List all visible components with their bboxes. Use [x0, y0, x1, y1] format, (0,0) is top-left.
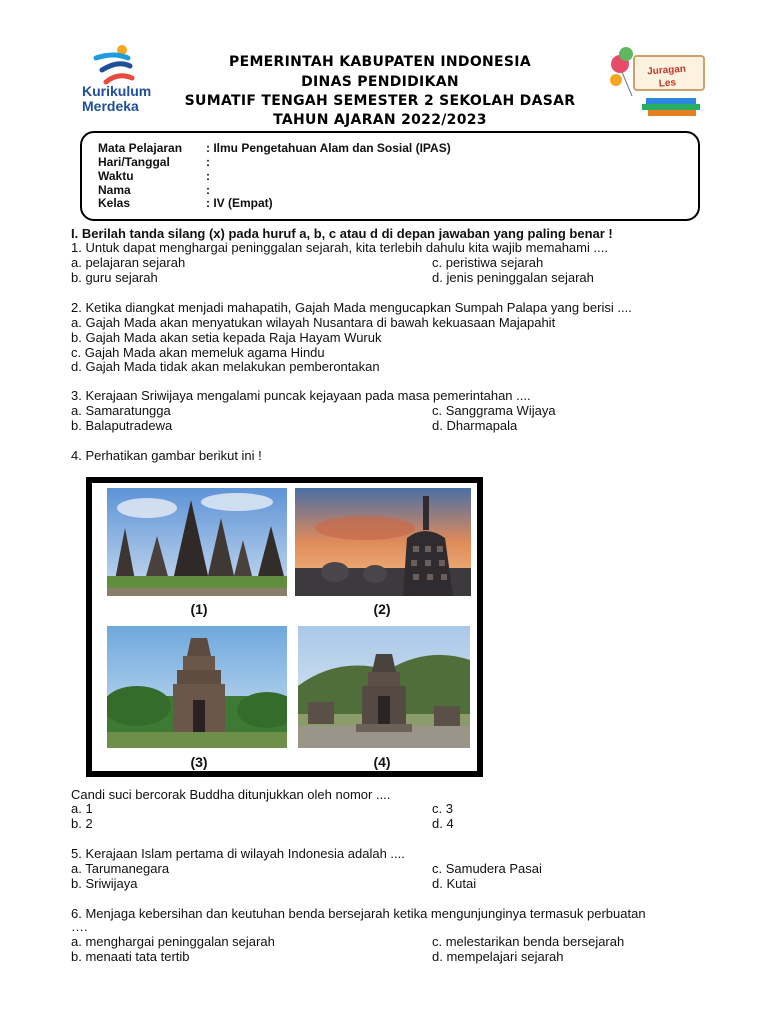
- q1-option-a[interactable]: a. pelajaran sejarah: [71, 255, 186, 270]
- q1-option-d[interactable]: d. jenis peninggalan sejarah: [432, 270, 594, 285]
- q6-option-a[interactable]: a. menghargai peninggalan sejarah: [71, 934, 275, 949]
- q5-option-d[interactable]: d. Kutai: [432, 876, 477, 891]
- q4-option-a[interactable]: a. 1: [71, 801, 93, 816]
- info-label: Kelas: [98, 196, 131, 210]
- q5-option-b[interactable]: b. Sriwijaya: [71, 876, 138, 891]
- info-value: :: [206, 155, 210, 169]
- q1-option-c[interactable]: c. peristiwa sejarah: [432, 255, 544, 270]
- question-6-continued: ….: [71, 919, 88, 934]
- q3-option-d[interactable]: d. Dharmapala: [432, 418, 518, 433]
- header-title-2: DINAS PENDIDIKAN: [301, 74, 459, 90]
- header-title-1: PEMERINTAH KABUPATEN INDONESIA: [229, 54, 531, 70]
- q2-option-d[interactable]: d. Gajah Mada tidak akan melakukan pemberontakan: [71, 359, 380, 374]
- temple-photo-3: [107, 626, 287, 748]
- logo-text-kurikulum: Kurikulum: [82, 83, 152, 99]
- juragan-les-logo: [606, 46, 712, 120]
- q4-prompt: Candi suci bercorak Buddha ditunjukkan oleh nomor ....: [71, 787, 391, 802]
- caption-4: (4): [373, 754, 391, 770]
- q3-option-b[interactable]: b. Balaputradewa: [71, 418, 173, 433]
- info-row-date: [98, 155, 210, 169]
- caption-2: (2): [373, 601, 391, 617]
- info-row-class: [98, 196, 273, 210]
- q5-option-a[interactable]: a. Tarumanegara: [71, 861, 170, 876]
- question-4: 4. Perhatikan gambar berikut ini !: [71, 448, 262, 463]
- brick-temple-image: [107, 626, 287, 748]
- q3-option-c[interactable]: c. Sanggrama Wijaya: [432, 403, 556, 418]
- q6-option-b[interactable]: b. menaati tata tertib: [71, 949, 190, 964]
- question-2: 2. Ketika diangkat menjadi mahapatih, Gajah Mada mengucapkan Sumpah Palapa yang berisi ....: [71, 300, 632, 315]
- temple-images-frame: [86, 477, 483, 777]
- info-value: : Ilmu Pengetahuan Alam dan Sosial (IPAS): [206, 141, 451, 155]
- q1-option-b[interactable]: b. guru sejarah: [71, 270, 158, 285]
- info-row-name: [98, 183, 210, 197]
- logo-text-juragan: Juragan: [646, 63, 687, 78]
- student-info-box: [80, 131, 700, 221]
- temple-photo-4: [298, 626, 470, 748]
- info-label: Waktu: [98, 169, 134, 183]
- q6-option-c[interactable]: c. melestarikan benda bersejarah: [432, 934, 625, 949]
- question-1: 1. Untuk dapat menghargai peninggalan sejarah, kita terlebih dahulu kita wajib memahami ....: [71, 240, 608, 255]
- borobudur-temple-image: [295, 488, 471, 596]
- info-label: Mata Pelajaran: [98, 141, 183, 155]
- q5-option-c[interactable]: c. Samudera Pasai: [432, 861, 542, 876]
- caption-1: (1): [190, 601, 208, 617]
- q4-option-d[interactable]: d. 4: [432, 816, 454, 831]
- q6-option-d[interactable]: d. mempelajari sejarah: [432, 949, 564, 964]
- caption-3: (3): [190, 754, 208, 770]
- logo-text-les: Les: [658, 77, 677, 90]
- prambanan-temple-image: [107, 488, 287, 596]
- instructions: I. Berilah tanda silang (x) pada huruf a, b, c atau d di depan jawaban yang paling benar !: [71, 226, 613, 241]
- question-5: 5. Kerajaan Islam pertama di wilayah Indonesia adalah ....: [71, 846, 405, 861]
- q2-option-c[interactable]: c. Gajah Mada akan memeluk agama Hindu: [71, 345, 325, 360]
- info-row-subject: [98, 141, 451, 155]
- q4-option-b[interactable]: b. 2: [71, 816, 93, 831]
- info-label: Nama: [98, 183, 131, 197]
- info-value: :: [206, 183, 210, 197]
- temple-photo-1: [107, 488, 287, 596]
- kurikulum-merdeka-icon: [84, 44, 144, 86]
- question-6: 6. Menjaga kebersihan dan keutuhan benda bersejarah ketika mengunjunginya termasuk perbuatan: [71, 906, 646, 921]
- q2-option-a[interactable]: a. Gajah Mada akan menyatukan wilayah Nusantara di bawah kekuasaan Majapahit: [71, 315, 556, 330]
- logo-text-merdeka: Merdeka: [82, 98, 139, 114]
- info-value: :: [206, 169, 210, 183]
- q2-option-b[interactable]: b. Gajah Mada akan setia kepada Raja Hayam Wuruk: [71, 330, 382, 345]
- info-value: : IV (Empat): [206, 196, 273, 210]
- question-3: 3. Kerajaan Sriwijaya mengalami puncak kejayaan pada masa pemerintahan ....: [71, 388, 531, 403]
- info-label: Hari/Tanggal: [98, 155, 170, 169]
- temple-photo-2: [295, 488, 471, 596]
- q3-option-a[interactable]: a. Samaratungga: [71, 403, 171, 418]
- dieng-temple-image: [298, 626, 470, 748]
- document-header: [0, 40, 768, 132]
- header-title-3: SUMATIF TENGAH SEMESTER 2 SEKOLAH DASAR: [184, 93, 576, 109]
- header-title-4: TAHUN AJARAN 2022/2023: [273, 112, 487, 128]
- q4-option-c[interactable]: c. 3: [432, 801, 453, 816]
- info-row-time: [98, 169, 210, 183]
